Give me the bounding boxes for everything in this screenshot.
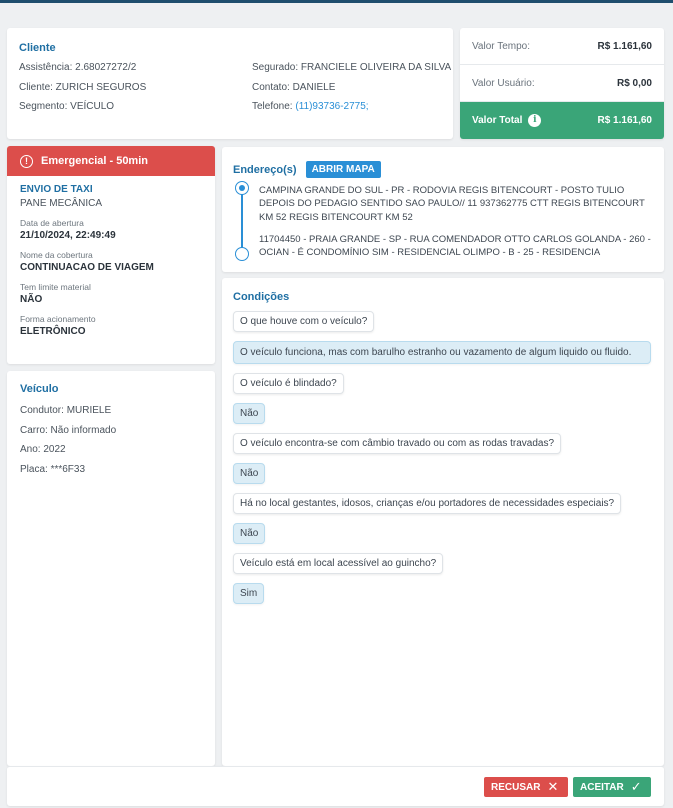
vehicle-title: Veículo <box>20 383 59 395</box>
accept-label: ACEITAR <box>580 781 624 793</box>
value-user-label: Valor Usuário: <box>472 77 535 89</box>
value-total-label: Valor Total <box>472 115 523 127</box>
value-total-label-wrap <box>472 114 541 127</box>
service-subtype: PANE MECÂNICA <box>20 198 103 209</box>
address-item: CAMPINA GRANDE DO SUL - PR - RODOVIA REGIS BITENCOURT - POSTO TULIO DEPOIS DO PEDAGIO SENTIDO SAO PAULO// 11 937362775 CTT REGIS BITENCOURT KM 52 REGIS BITENCOURT KM 52 <box>259 185 645 223</box>
value-time-row <box>460 28 664 65</box>
answer-bubble: O veículo funciona, mas com barulho estranho ou vazamento de algum liquido ou fluido. <box>233 341 651 364</box>
client-name: Cliente: ZURICH SEGUROS <box>19 81 147 93</box>
opening-date-label: Data de abertura <box>20 218 84 228</box>
value-user-amount: R$ 0,00 <box>616 77 652 89</box>
assistance-number: Assistência: 2.68027272/2 <box>19 62 137 73</box>
close-icon: ✕ <box>547 779 559 794</box>
question-bubble: O que houve com o veículo? <box>233 311 374 332</box>
value-time-label: Valor Tempo: <box>472 40 530 52</box>
answer-bubble: Não <box>233 463 265 484</box>
answer-bubble: Não <box>233 523 265 544</box>
answer-row <box>233 583 653 604</box>
question-row <box>233 311 653 332</box>
footer-actions <box>7 766 664 806</box>
question-row <box>233 493 653 514</box>
limit-value: NÃO <box>20 294 43 305</box>
address-item: 11704450 - PRAIA GRANDE - SP - RUA COMENDADOR OTTO CARLOS GOLANDA - 260 - OCIAN - É CONDOMÍNIO SIM - RESIDENCIAL OLIMPO - B - 25 - RESIDENCIA <box>259 233 651 259</box>
check-icon: ✓ <box>630 779 642 794</box>
accept-button[interactable] <box>573 777 651 797</box>
service-card <box>7 146 215 364</box>
limit-label: Tem limite material <box>20 282 91 292</box>
emergency-banner <box>7 146 215 176</box>
conditions-title: Condições <box>233 291 290 303</box>
trigger-label: Forma acionamento <box>20 314 96 324</box>
answer-row <box>233 523 653 544</box>
vehicle-lines <box>20 401 202 479</box>
answer-bubble: Não <box>233 403 265 424</box>
vehicle-plate: Placa: ***6F33 <box>20 463 86 475</box>
info-icon[interactable]: i <box>528 114 541 127</box>
trigger-value: ELETRÔNICO <box>20 326 86 337</box>
phone-row <box>252 97 451 117</box>
service-details <box>7 176 215 343</box>
client-title: Cliente <box>19 42 56 54</box>
contact-name: Contato: DANIELE <box>252 81 336 93</box>
vehicle-driver: Condutor: MURIELE <box>20 405 112 416</box>
address-title: Endereço(s) <box>233 163 297 176</box>
segment: Segmento: VEÍCULO <box>19 101 115 112</box>
question-bubble: Há no local gestantes, idosos, crianças e/ou portadores de necessidades especiais? <box>233 493 621 514</box>
phone-link[interactable]: (11)93736-2775; <box>295 101 369 112</box>
top-bar <box>0 0 673 3</box>
question-row <box>233 433 653 454</box>
open-map-button[interactable]: ABRIR MAPA <box>306 161 381 178</box>
reject-button[interactable] <box>484 777 568 797</box>
question-row <box>233 553 653 574</box>
answer-bubble: Sim <box>233 583 264 604</box>
vehicle-card <box>7 371 215 766</box>
value-time-amount: R$ 1.161,60 <box>597 40 652 52</box>
conditions-list <box>233 311 653 604</box>
conditions-card <box>222 278 664 766</box>
emergency-label: Emergencial - 50min <box>41 155 148 167</box>
vehicle-year: Ano: 2022 <box>20 444 66 455</box>
coverage-value: CONTINUACAO DE VIAGEM <box>20 262 154 273</box>
question-bubble: O veículo é blindado? <box>233 373 344 394</box>
reject-label: RECUSAR <box>491 781 541 793</box>
insured-name: Segurado: FRANCIELE OLIVEIRA DA SILVA <box>252 62 452 73</box>
vehicle-car: Carro: Não informado <box>20 424 117 436</box>
coverage-label: Nome da cobertura <box>20 250 93 260</box>
answer-row <box>233 403 653 424</box>
client-card <box>7 28 453 139</box>
value-user-row <box>460 65 664 102</box>
value-total-row <box>460 102 664 139</box>
question-bubble: O veículo encontra-se com câmbio travado ou com as rodas travadas? <box>233 433 561 454</box>
opening-date-value: 21/10/2024, 22:49:49 <box>20 230 116 241</box>
service-type: ENVIO DE TAXI <box>20 184 93 195</box>
value-total-amount: R$ 1.161,60 <box>597 115 652 126</box>
client-col-right <box>252 58 451 117</box>
question-row <box>233 373 653 394</box>
address-header <box>233 161 653 178</box>
phone-label: Telefone: <box>252 101 296 112</box>
address-list <box>233 184 653 259</box>
alert-circle-icon: ! <box>20 155 33 168</box>
answer-row <box>233 463 653 484</box>
values-card <box>460 28 664 139</box>
question-bubble: Veículo está em local acessível ao guincho? <box>233 553 443 574</box>
client-col-left <box>19 58 146 117</box>
answer-row <box>233 341 653 364</box>
address-card <box>222 147 664 272</box>
